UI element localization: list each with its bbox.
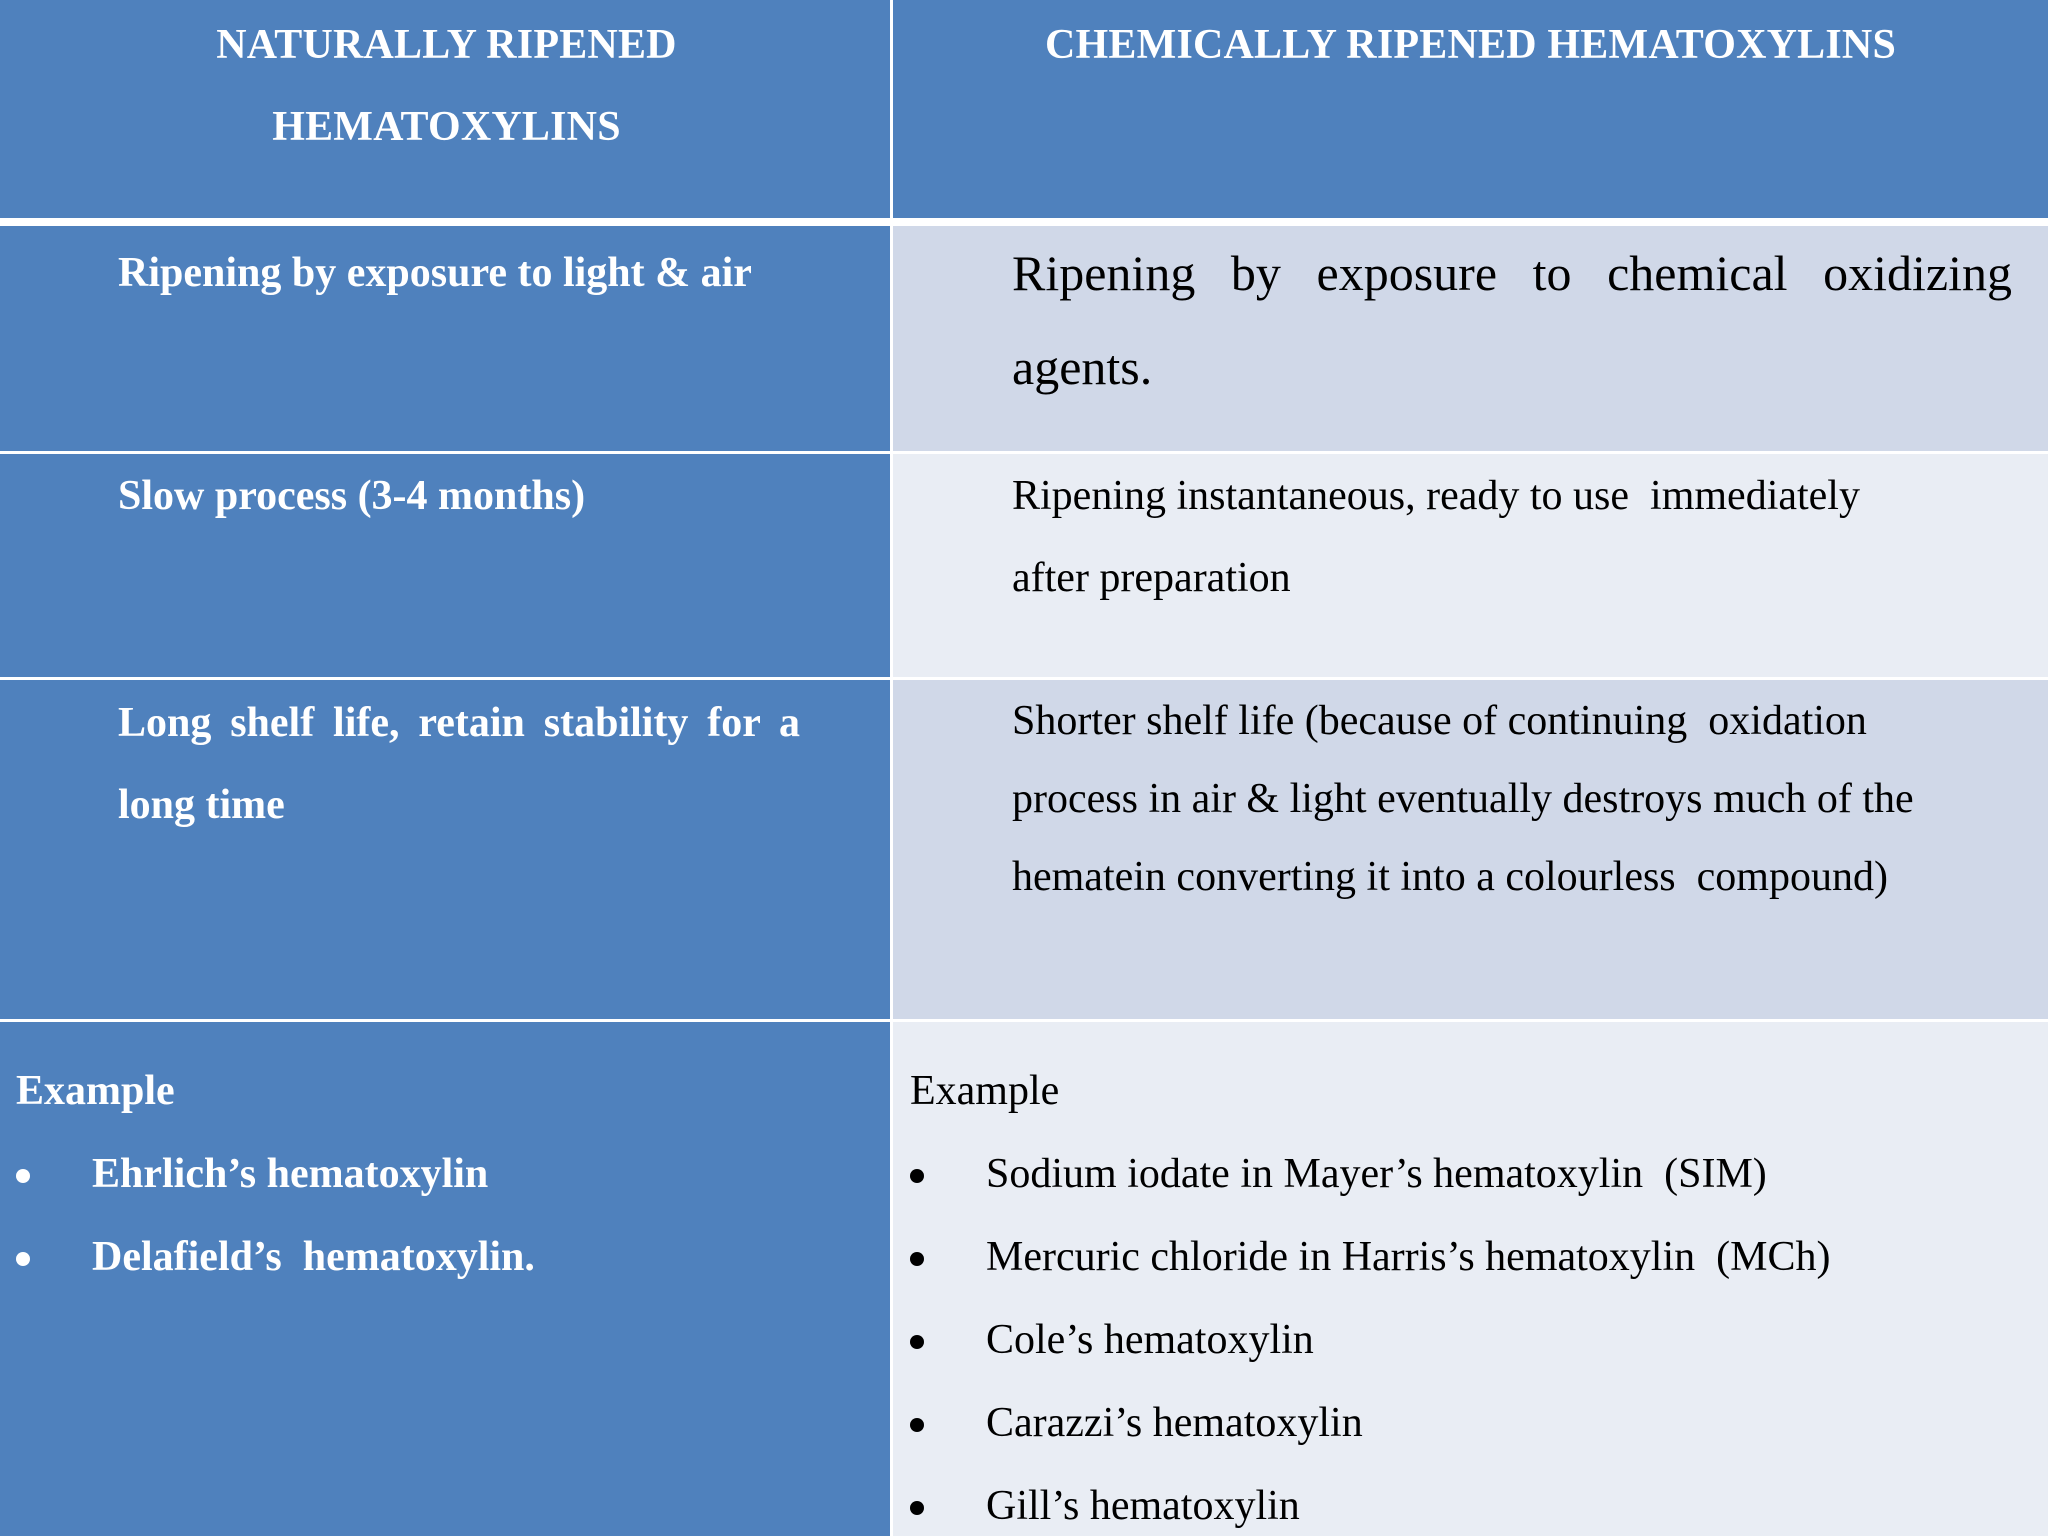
list-item-text: Ehrlich’s hematoxylin [92,1151,489,1197]
row-2-left-text [118,455,585,537]
header-left-line2: HEMATOXYLINS [272,104,621,150]
list-item-text: Sodium iodate in Mayer’s hematoxylin (SIM) [986,1151,1767,1197]
header-title-right: CHEMICALLY RIPENED HEMATOXYLINS [1045,22,1896,68]
list-item [910,1299,1830,1382]
bullet-dot-icon [16,1169,30,1183]
bullet-dot-icon [910,1418,924,1432]
row-3-left-line-1: Long shelf life, retain stability for a [118,700,800,746]
row-1-right-line-2: agents. [1012,339,1153,395]
list-item [910,1216,1830,1299]
examples-left-label: Example [16,1068,175,1114]
row-3-right-cell [893,680,2048,1022]
bullet-dot-icon [910,1252,924,1266]
examples-left-cell [0,1022,893,1536]
examples-right-list [910,1133,1830,1536]
list-item-text: Cole’s hematoxylin [986,1317,1314,1363]
row-2-left-line-1: Slow process (3-4 months) [118,473,586,519]
list-item [910,1382,1830,1465]
examples-right-label: Example [910,1068,1060,1114]
header-left-line1: NATURALLY RIPENED [216,22,677,68]
list-item [16,1133,535,1216]
row-1-right-line-1: Ripening by exposure to chemical oxidizing [1012,245,2012,301]
row-2-right-line-1: Ripening instantaneous, ready to use immediately [1012,473,1860,519]
list-item-text: Gill’s hematoxylin [986,1483,1300,1529]
row-3-left-text [118,682,818,846]
row-1-right-cell [893,226,2048,454]
examples-right-cell [893,1022,2048,1536]
list-item-text: Carazzi’s hematoxylin [986,1400,1363,1446]
row-3-left-cell [0,680,893,1022]
list-item-text: Mercuric chloride in Harris’s hematoxylin (MCh) [986,1234,1831,1280]
bullet-dot-icon [910,1335,924,1349]
list-item-text: Delafield’s hematoxylin. [92,1234,535,1280]
row-2-right-cell [893,454,2048,680]
row-1-right-text [1012,226,2012,414]
bullet-dot-icon [16,1252,30,1266]
row-3-left-line-2: long time [118,782,285,828]
row-2-left-cell [0,454,893,680]
row-3-right-line-2: process in air & light eventually destroys much of the [1012,776,1914,822]
header-title-left [0,4,893,168]
examples-left-list [16,1133,535,1299]
row-3-right-text [1012,682,1914,916]
header-cell-naturally-ripened [0,0,893,226]
row-1-left-line-1: Ripening by exposure to light & air [118,250,752,296]
header-cell-chemically-ripened [893,0,2048,226]
list-item [910,1465,1830,1536]
list-item [16,1216,535,1299]
row-2-right-line-2: after preparation [1012,555,1291,601]
row-3-right-line-3: hematein converting it into a colourless compound) [1012,854,1888,900]
list-item [910,1133,1830,1216]
row-1-left-cell [0,226,893,454]
row-3-right-line-1: Shorter shelf life (because of continuing oxidation [1012,698,1867,744]
bullet-dot-icon [910,1169,924,1183]
row-1-left-text [118,232,752,314]
row-2-right-text [1012,455,1860,619]
bullet-dot-icon [910,1501,924,1515]
